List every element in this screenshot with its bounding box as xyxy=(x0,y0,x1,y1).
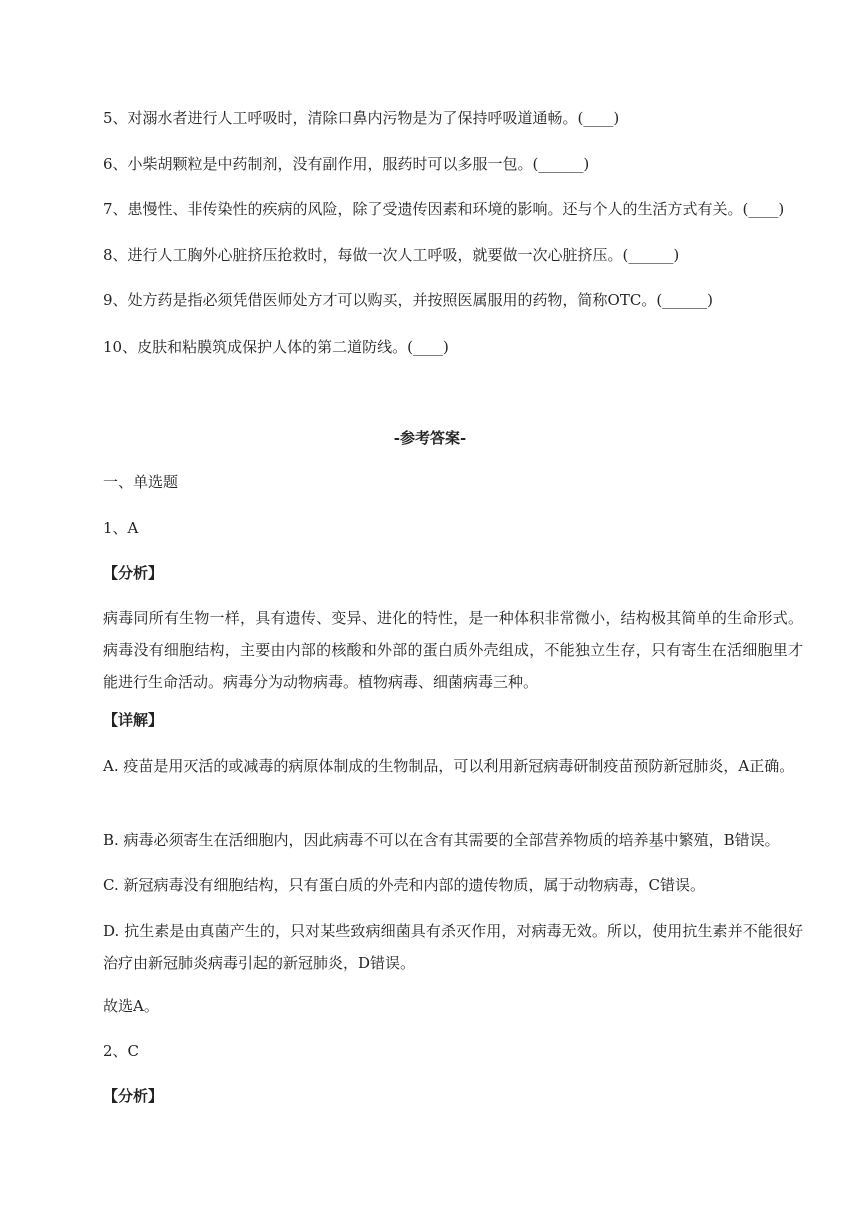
answer-1: 1、A xyxy=(103,519,139,537)
detail-label: 【详解】 xyxy=(103,711,164,729)
analysis-text: 病毒同所有生物一样，具有遗传、变异、进化的特性，是一种体积非常微小，结构极其简单的生命形式。病毒没有细胞结构，主要由内部的核酸和外部的蛋白质外壳组成，不能独立生存，只有寄生在活细胞里才能进行生命活动。病毒分为动物病毒。植物病毒、细菌病毒三种。 xyxy=(103,609,803,691)
answer-2: 2、C xyxy=(103,1042,140,1060)
question-10: 10、皮肤和粘膜筑成保护人体的第二道防线。(____) xyxy=(103,338,449,356)
analysis-label-2: 【分析】 xyxy=(103,1087,164,1105)
section-heading-single-choice: 一、单选题 xyxy=(103,473,179,491)
option-c-explanation: C. 新冠病毒没有细胞结构，只有蛋白质的外壳和内部的遗传物质，属于动物病毒，C错误。 xyxy=(103,876,705,894)
analysis-label: 【分析】 xyxy=(103,564,164,582)
question-8: 8、进行人工胸外心脏挤压抢救时，每做一次人工呼吸，就要做一次心脏挤压。(______) xyxy=(103,246,680,264)
answer-key-title: -参考答案- xyxy=(393,429,467,447)
option-b-explanation: B. 病毒必须寄生在活细胞内，因此病毒不可以在含有其需要的全部营养物质的培养基中繁殖，B错误。 xyxy=(103,831,780,849)
question-9: 9、处方药是指必须凭借医师处方才可以购买，并按照医属服用的药物，简称OTC。(______) xyxy=(103,291,714,309)
question-5: 5、对溺水者进行人工呼吸时，清除口鼻内污物是为了保持呼吸道通畅。(____) xyxy=(103,109,620,127)
question-6: 6、小柴胡颗粒是中药制剂，没有副作用，服药时可以多服一包。(______) xyxy=(103,155,590,173)
option-a-explanation: A. 疫苗是用灭活的或减毒的病原体制成的生物制品，可以利用新冠病毒研制疫苗预防新冠肺炎，A正确。 xyxy=(103,757,795,775)
option-d-explanation: D. 抗生素是由真菌产生的，只对某些致病细菌具有杀灭作用，对病毒无效。所以，使用抗生素并不能很好治疗由新冠肺炎病毒引起的新冠肺炎，D错误。 xyxy=(103,922,803,972)
question-7: 7、患慢性、非传染性的疾病的风险，除了受遗传因素和环境的影响。还与个人的生活方式有关。(____) xyxy=(103,200,785,218)
conclusion-1: 故选A。 xyxy=(103,997,159,1015)
